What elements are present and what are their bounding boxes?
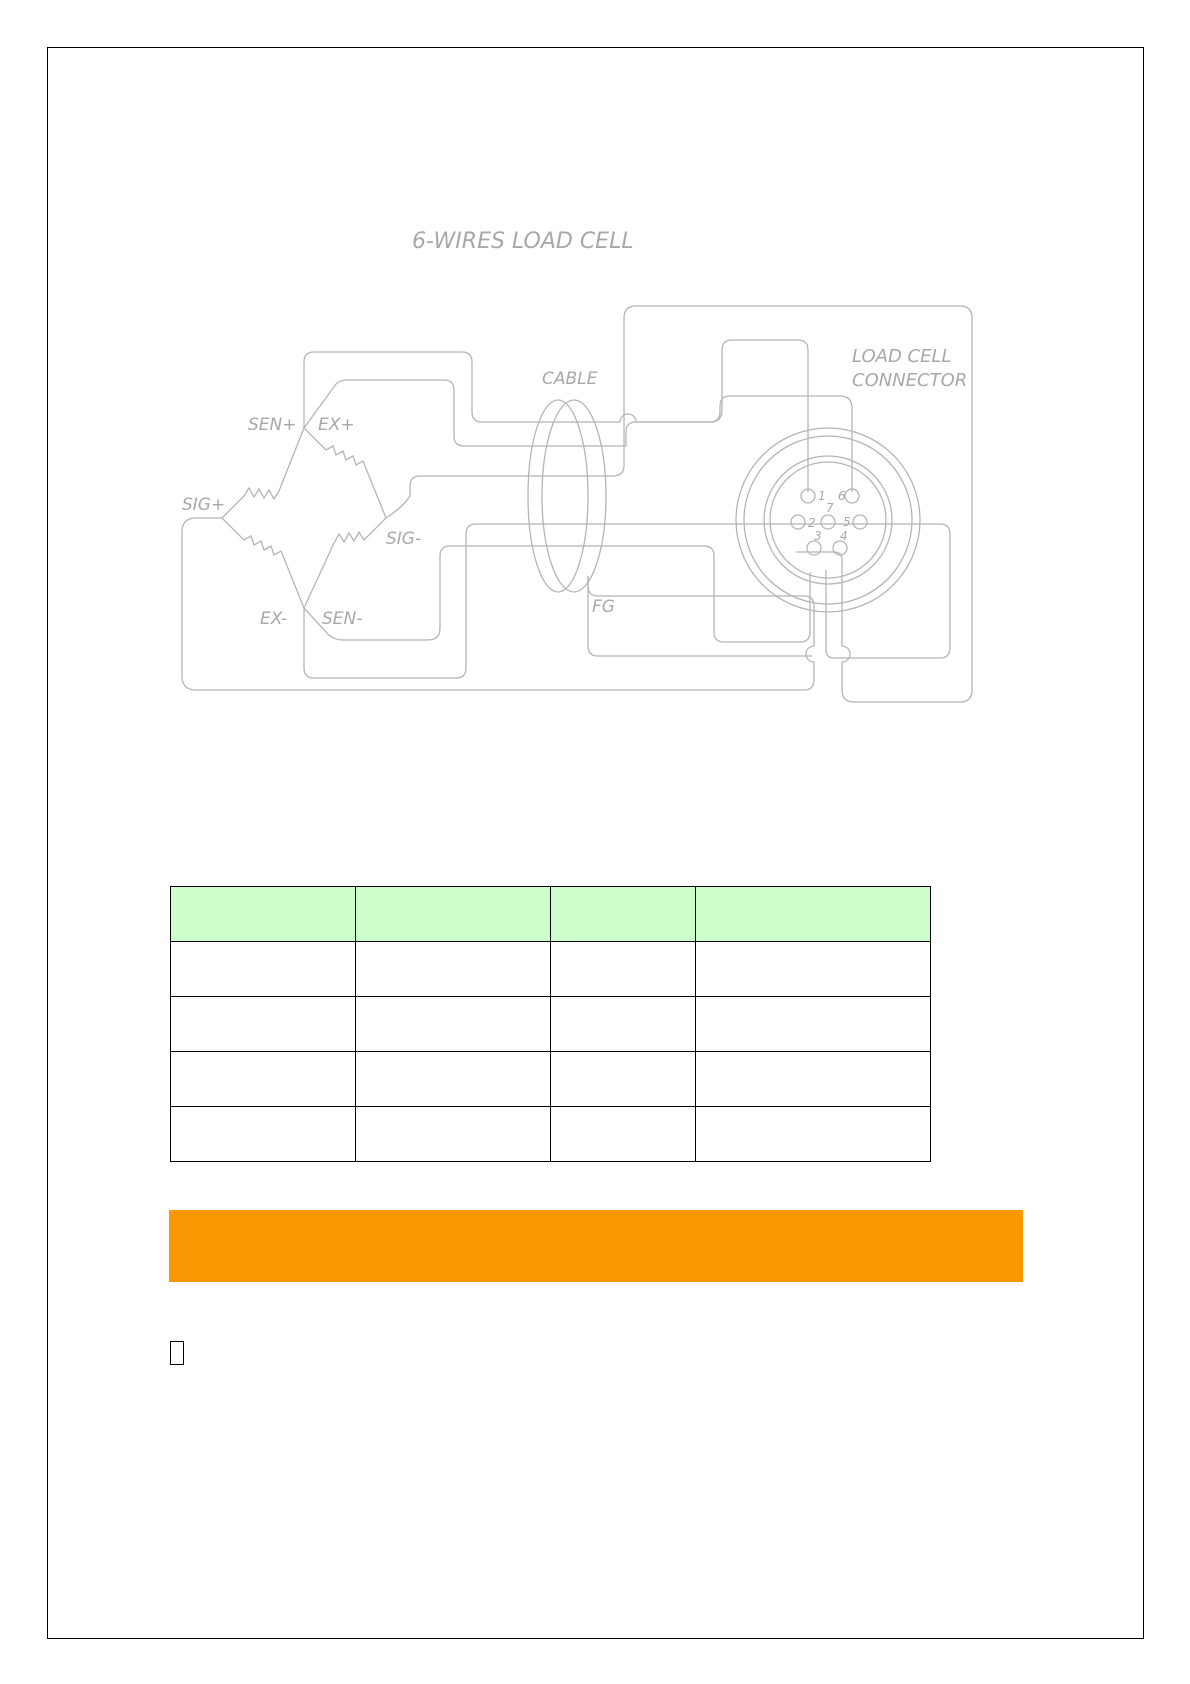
table-cell	[171, 942, 356, 997]
pin-assignment-table	[170, 886, 931, 1162]
load-cell-wiring-diagram	[0, 0, 1190, 760]
svg-text:6: 6	[838, 489, 846, 503]
table-header-cell	[696, 887, 931, 942]
svg-text:1: 1	[818, 489, 826, 503]
table-cell	[696, 1107, 931, 1162]
table-cell	[171, 1107, 356, 1162]
table-cell	[356, 1052, 551, 1107]
label-cable: CABLE	[542, 369, 598, 389]
table-cell	[551, 942, 696, 997]
bridge	[222, 428, 386, 608]
table-cell	[356, 942, 551, 997]
table-cell	[551, 1107, 696, 1162]
svg-text:3: 3	[814, 529, 822, 543]
table-header-cell	[551, 887, 696, 942]
table-header-cell	[356, 887, 551, 942]
load-cell-connector	[736, 428, 920, 612]
table-cell	[551, 1052, 696, 1107]
table-cell	[356, 1107, 551, 1162]
table-cell	[696, 1052, 931, 1107]
table-cell	[696, 997, 931, 1052]
missing-glyph-icon	[170, 1341, 184, 1365]
table-cell	[696, 942, 931, 997]
label-ex-minus: EX-	[260, 609, 287, 629]
table-cell	[171, 1052, 356, 1107]
cable	[528, 400, 606, 592]
table-cell	[356, 997, 551, 1052]
table-row	[171, 942, 931, 997]
orange-banner	[169, 1210, 1023, 1282]
table-header-row	[171, 887, 931, 942]
svg-text:7: 7	[826, 501, 834, 515]
diagram-title: 6-WIRES LOAD CELL	[412, 229, 634, 254]
table-row	[171, 1052, 931, 1107]
label-sig-minus: SIG-	[386, 529, 422, 549]
label-connector-line2: CONNECTOR	[852, 370, 968, 391]
svg-text:4: 4	[840, 529, 848, 543]
label-sen-plus: SEN+	[248, 415, 297, 435]
label-sen-minus: SEN-	[322, 609, 363, 629]
table-row	[171, 997, 931, 1052]
table-cell	[551, 997, 696, 1052]
svg-text:2: 2	[808, 516, 816, 530]
label-fg: FG	[592, 597, 615, 617]
table-header-cell	[171, 887, 356, 942]
label-connector-line1: LOAD CELL	[852, 346, 952, 367]
label-sig-plus: SIG+	[182, 495, 226, 515]
table-cell	[171, 997, 356, 1052]
svg-text:5: 5	[843, 515, 851, 529]
table-row	[171, 1107, 931, 1162]
label-ex-plus: EX+	[318, 415, 355, 435]
